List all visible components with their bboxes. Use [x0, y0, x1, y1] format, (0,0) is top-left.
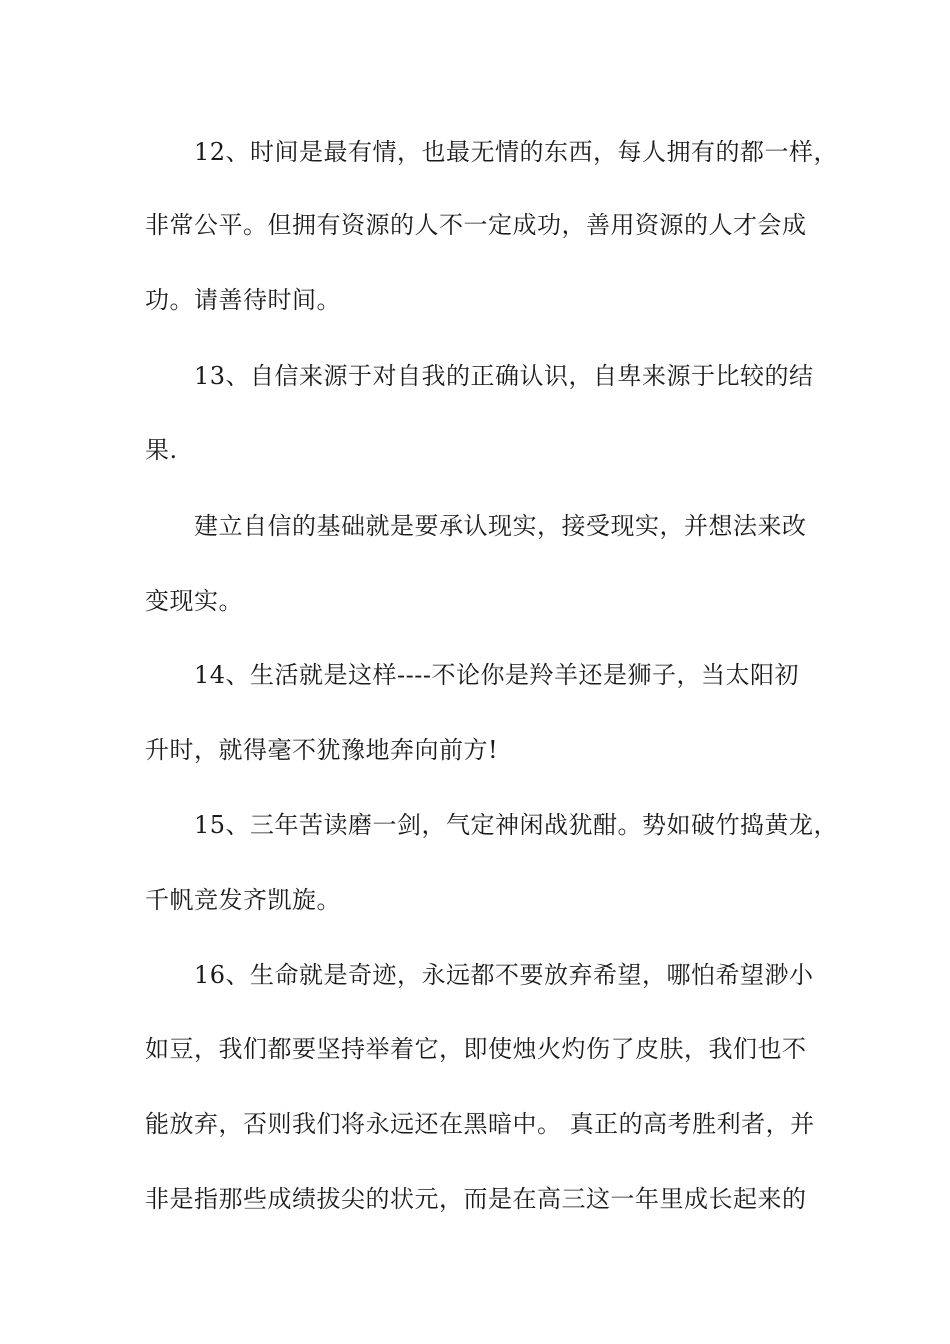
text-line: 16、生命就是奇迹，永远都不要放弃希望，哪怕希望渺小 — [194, 961, 814, 989]
text-line: 15、三年苦读磨一剑，气定神闲战犹酣。势如破竹捣黄龙， — [194, 811, 839, 839]
text-line: 千帆竞发齐凯旋。 — [145, 886, 341, 914]
text-line: 如豆，我们都要坚持举着它，即使烛火灼伤了皮肤，我们也不 — [145, 1035, 807, 1063]
text-line: 升时，就得毫不犹豫地奔向前方! — [145, 736, 499, 764]
text-line: 12、时间是最有情，也最无情的东西，每人拥有的都一样， — [194, 138, 839, 166]
text-line: 能放弃，否则我们将永远还在黑暗中。 真正的高考胜利者，并 — [145, 1110, 815, 1138]
text-line: 建立自信的基础就是要承认现实，接受现实，并想法来改 — [194, 512, 807, 540]
text-line: 变现实。 — [145, 587, 243, 615]
text-line: 非是指那些成绩拔尖的状元，而是在高三这一年里成长起来的 — [145, 1185, 807, 1213]
text-line: 13、自信来源于对自我的正确认识，自卑来源于比较的结 — [194, 362, 814, 390]
text-line: 非常公平。但拥有资源的人不一定成功，善用资源的人才会成 — [145, 211, 807, 239]
text-line: 14、生活就是这样----不论你是羚羊还是狮子，当太阳初 — [194, 661, 799, 689]
text-line: 果. — [145, 436, 178, 464]
text-line: 功。请善待时间。 — [145, 286, 341, 314]
